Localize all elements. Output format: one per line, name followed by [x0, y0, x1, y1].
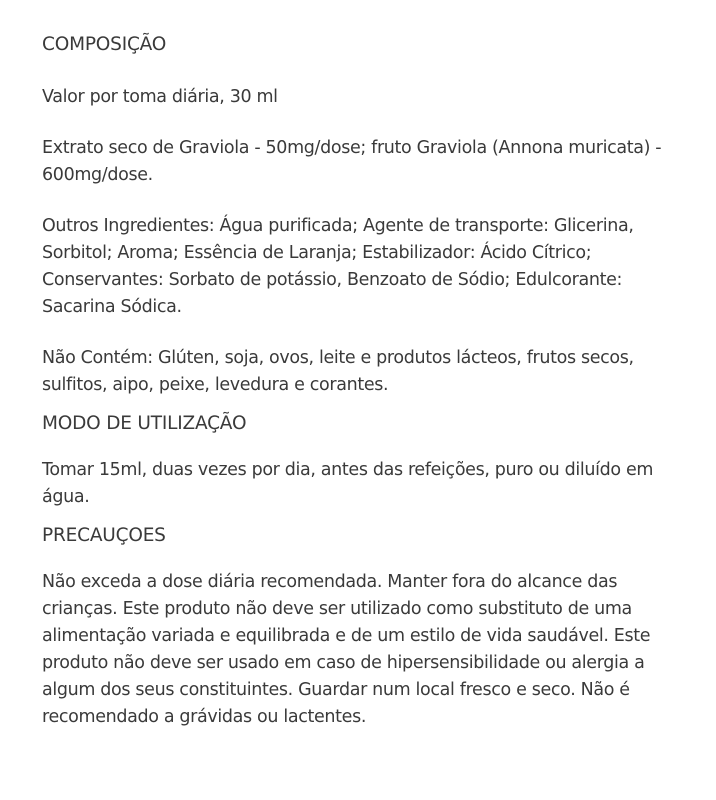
precautions-heading: PRECAUÇOES — [42, 525, 166, 546]
other-ingredients-text: Outros Ingredientes: Água purificada; Agente de transporte: Glicerina, Sorbitol; Aroma; Essência de Laranja; Estabilizador: Ácido Cítrico; Conservantes: Sorbato de potássio, Benzoato de Sódio; Edulcorante: Sacarina Sódica. — [42, 216, 634, 317]
extract-text: Extrato seco de Graviola - 50mg/dose; fruto Graviola (Annona muricata) - 600mg/dose. — [42, 138, 662, 185]
daily-dose-text: Valor por toma diária, 30 ml — [42, 87, 278, 107]
precautions-text: Não exceda a dose diária recomendada. Manter fora do alcance das crianças. Este produto não deve ser utilizado como substituto de uma alimentação variada e equilibrada e de um estilo de vida saudável. Este produto não deve ser usado em caso de hipersensibilidade ou alergia a algum dos seus constituintes. Guardar num local fresco e seco. Não é recomendado a grávidas ou lactentes. — [42, 572, 651, 727]
product-info-document — [42, 30, 682, 755]
free-from-text: Não Contém: Glúten, soja, ovos, leite e produtos lácteos, frutos secos, sulfitos, aipo, peixe, levedura e corantes. — [42, 348, 634, 395]
composition-heading: COMPOSIÇÃO — [42, 34, 167, 55]
usage-text: Tomar 15ml, duas vezes por dia, antes das refeições, puro ou diluído em água. — [42, 460, 654, 507]
usage-heading: MODO DE UTILIZAÇÃO — [42, 413, 247, 434]
